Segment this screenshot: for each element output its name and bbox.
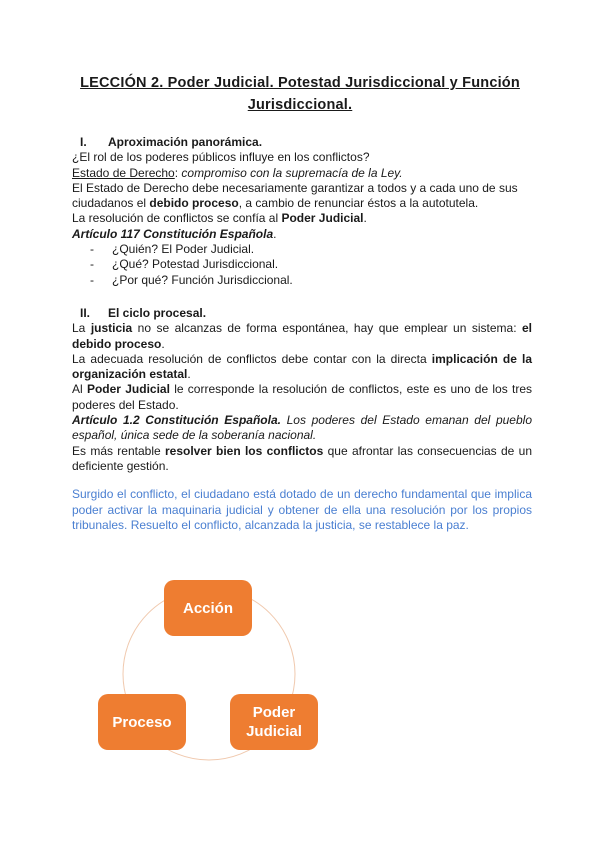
lesson-title-line1: LECCIÓN 2. Poder Judicial. Potestad Jurisdiccional y Función: [80, 75, 520, 91]
s1p1-b: debido proceso: [149, 196, 239, 211]
cycle-node-poder-line1: Poder: [252, 704, 296, 721]
cycle-node-poder-judicial: [230, 694, 318, 750]
s2p3-a: Al: [72, 382, 87, 397]
cycle-node-accion: [164, 580, 252, 636]
s1p2-c: .: [363, 211, 367, 226]
s2p5-c: que afrontar las consecuencias de un deficiente gestión.: [72, 443, 532, 473]
section-2-number: II.: [80, 306, 91, 320]
article-1-2-text: Los poderes del Estado emanan del pueblo español, única sede de la soberanía nacional.: [72, 413, 532, 443]
bullet-dash: -: [90, 242, 94, 257]
lesson-title-line2: Jurisdiccional.: [247, 97, 353, 113]
s1p2-a: La resolución de conflictos se confía al: [72, 211, 282, 226]
article-117-end: .: [273, 226, 277, 241]
estado-derecho-def: compromiso con la supremacía de la Ley.: [181, 165, 403, 180]
section-1-number: I.: [80, 135, 87, 149]
cycle-node-proceso-label: Proceso: [112, 713, 172, 731]
bullet-text: ¿Por qué? Función Jurisdiccional.: [112, 272, 293, 287]
s2p5-b: resolver bien los conflictos: [164, 443, 324, 458]
s2p2-b: implicación de la organización estatal: [72, 351, 532, 382]
section-1-question: ¿El rol de los poderes públicos influye en los conflictos?: [72, 150, 370, 165]
cycle-node-proceso: [98, 694, 186, 750]
s2p1-b: justicia: [90, 321, 133, 336]
s2p3-b: Poder Judicial: [86, 382, 170, 397]
s2p1-d: el debido proceso: [72, 321, 533, 351]
s2p3-c: le corresponde la resolución de conflictos, este es uno de los tres poderes del Estado.: [72, 382, 532, 412]
s2p1-a: La: [72, 321, 91, 336]
s2p2-c: .: [187, 367, 191, 382]
bullet-text: ¿Quién? El Poder Judicial.: [112, 242, 255, 257]
section-1-heading-text: Aproximación panorámica.: [108, 135, 263, 149]
s1p1-c: , a cambio de renunciar éstos a la autotutela.: [238, 196, 479, 211]
bullet-dash: -: [90, 257, 94, 272]
s2p5-a: Es más rentable: [72, 443, 165, 458]
bullet-dash: -: [90, 272, 94, 287]
article-1-2-title: Artículo 1.2 Constitución Española.: [72, 413, 281, 428]
cycle-node-accion-label: Acción: [182, 599, 233, 617]
blue-paragraph: Surgido el conflicto, el ciudadano está dotado de un derecho fundamental que implica poder activar la maquinaria judicial y obtener de ella una resolución por los propios tribunales. Resuelto el conflicto, alcanzada la justicia, se restablece la paz.: [72, 487, 532, 532]
section-2-heading-text: El ciclo procesal.: [108, 306, 207, 320]
s2p1-c: no se alcanzas de forma espontánea, hay que emplear un sistema:: [132, 321, 522, 336]
s2p1-e: .: [161, 336, 165, 351]
estado-derecho-colon: :: [174, 165, 182, 180]
s2p2-a: La adecuada resolución de conflictos debe contar con la directa: [72, 351, 432, 366]
s1p1-a: El Estado de Derecho debe necesariamente garantizar a todos y a cada uno de sus ciudadanos el: [72, 180, 518, 211]
bullet-text: ¿Qué? Potestad Jurisdiccional.: [112, 257, 279, 272]
s1p2-b: Poder Judicial: [281, 211, 364, 226]
estado-derecho-label: Estado de Derecho: [72, 165, 175, 180]
article-117-text: Artículo 117 Constitución Española: [72, 226, 274, 241]
cycle-node-poder-line2: Judicial: [246, 723, 302, 740]
